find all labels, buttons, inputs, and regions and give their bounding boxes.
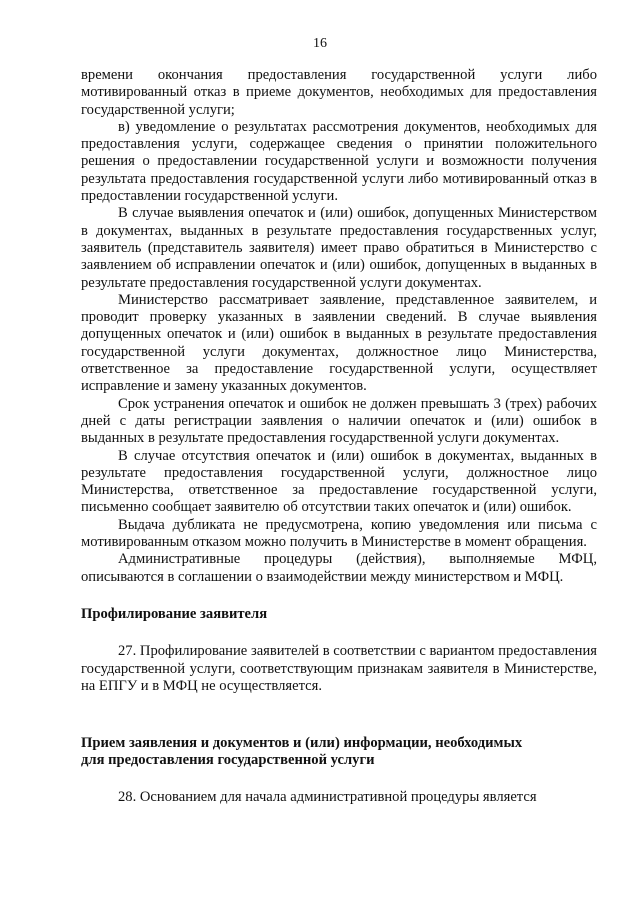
paragraph-mfc-procedures: Административные процедуры (действия), выполняемые МФЦ, описываются в соглашении о взаимодействии между министерством и МФЦ. bbox=[81, 551, 597, 585]
paragraph-correction-deadline: Срок устранения опечаток и ошибок не должен превышать 3 (трех) рабочих дней с даты регистрации заявления о наличии опечаток и (или) ошибок в выданных в результате предоставления государственной услуги документах. bbox=[81, 395, 597, 447]
section-heading-reception-line-2: для предоставления государственной услуги bbox=[81, 752, 375, 769]
paragraph-27: 27. Профилирование заявителей в соответствии с вариантом предоставления государственной услуги, соответствующим признакам заявителя в Министерстве, на ЕПГУ и в МФЦ не осуществляется. bbox=[81, 643, 597, 694]
paragraph-28: 28. Основанием для начала административной процедуры является bbox=[118, 788, 537, 805]
paragraph-duplicate: Выдача дубликата не предусмотрена, копию уведомления или письма с мотивированным отказом можно получить в Министерстве в момент обращения. bbox=[81, 516, 597, 551]
paragraph-typo-detection: В случае выявления опечаток и (или) ошибок, допущенных Министерством в документах, выданных в результате предоставления государственных услуг, заявитель (представитель заявителя) имеет право обратиться в Министерство с заявлением об исправлении опечаток и (или) ошибок, допущенных в выданных в результате предоставления государственной услуги документах. bbox=[81, 205, 597, 291]
section-heading-reception-line-1: Прием заявления и документов и (или) информации, необходимых bbox=[81, 735, 523, 752]
paragraph-no-errors: В случае отсутствия опечаток и (или) ошибок в документах, выданных в результате предоставления государственной услуги, должностное лицо Министерства, ответственное за предоставление государственной услуги, письменно сообщает заявителю об отсутствии таких опечаток и (или) ошибок. bbox=[81, 447, 597, 516]
section-heading-profiling: Профилирование заявителя bbox=[81, 605, 268, 622]
paragraph-notification: в) уведомление о результатах рассмотрения документов, необходимых для предоставления услуги, содержащее сведения о принятии положительного решения о предоставлении государственной услуги и возможности получения результата предоставления государственной услуги либо мотивированный отказ в предоставлении государственной услуги. bbox=[81, 118, 597, 205]
paragraph-continuation: времени окончания предоставления государственной услуги либо мотивированный отказ в приеме документов, необходимых для предоставления государственной услуги; bbox=[81, 67, 597, 118]
paragraph-ministry-review: Министерство рассматривает заявление, представленное заявителем, и проводит проверку указанных в заявлении сведений. В случае выявления допущенных опечаток и (или) ошибок в выданных в результате предоставления государственной услуги документах, должностное лицо Министерства, ответственное за предоставление государственной услуги, осуществляет исправление и замену указанных документов. bbox=[81, 291, 597, 395]
document-body bbox=[81, 67, 597, 806]
page-number: 16 bbox=[313, 36, 327, 51]
